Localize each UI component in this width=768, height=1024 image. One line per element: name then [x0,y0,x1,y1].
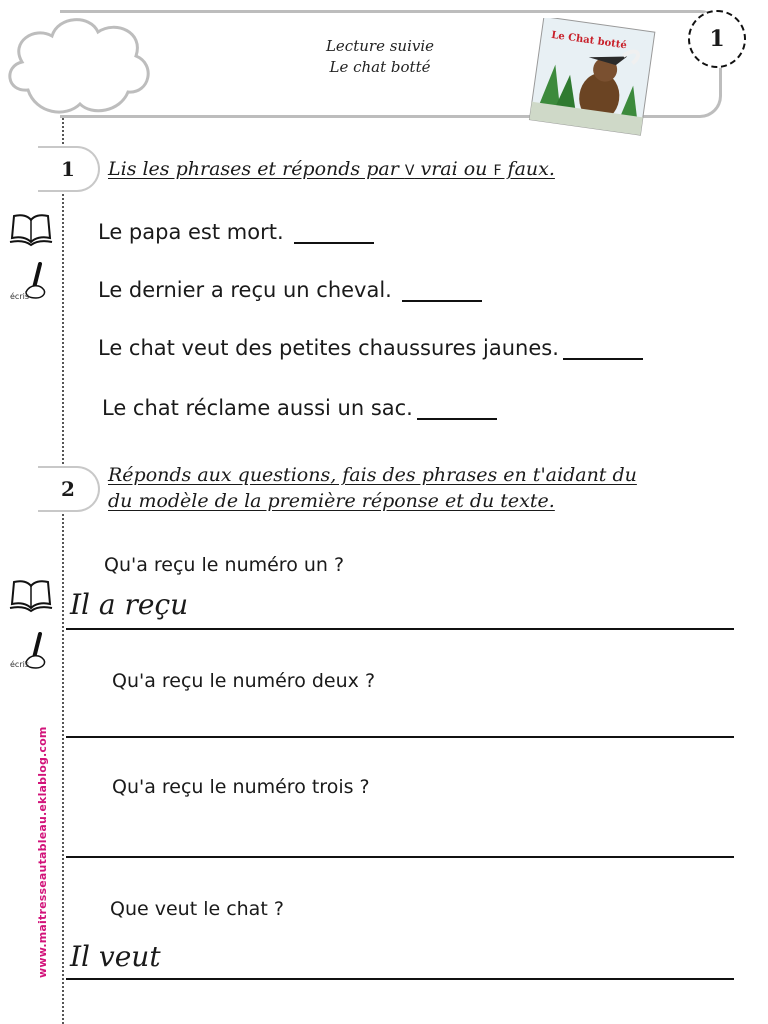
statement-text: Le dernier a reçu un cheval. [98,278,392,302]
statement-text: Le chat réclame aussi un sac. [102,396,413,420]
open-book-icon [8,574,54,614]
answer-blank[interactable] [417,398,497,420]
exercise-number-badge: 2 [38,466,100,512]
worksheet-title [250,36,510,78]
statement-row [98,278,482,302]
instruction-suffix: faux. [501,158,555,180]
answer-line[interactable] [66,736,734,738]
book-cover-title: Le Chat botté [550,29,628,52]
page-number-badge: 1 [688,10,746,68]
instruction-line-2: du modèle de la première réponse et du texte. [108,490,555,512]
instruction-line-1: Réponds aux questions, fais des phrases en t'aidant du [108,464,637,486]
statement-row [98,220,374,244]
instruction-mid: vrai ou [414,158,494,180]
answer-line[interactable] [66,856,734,858]
title-line-1: Lecture suivie [325,37,435,55]
answer-starter: Il veut [70,940,161,973]
exercise-2-instruction [108,462,637,514]
statement-row [98,336,643,360]
statement-row [102,396,497,420]
answer-blank[interactable] [402,280,482,302]
instruction-prefix: Lis les phrases et réponds par [108,158,405,180]
false-letter: F [493,163,502,179]
true-letter: V [404,163,415,179]
cloud-shape [0,2,160,126]
question-text: Qu'a reçu le numéro deux ? [112,670,376,692]
exercise-number-badge: 1 [38,146,100,192]
site-url: www.maitresseautableau.eklablog.com [36,726,49,978]
margin-dotted-line [62,118,64,1024]
book-cover-image [528,18,658,136]
write-label: écris [10,292,29,301]
answer-blank[interactable] [294,222,374,244]
question-text: Que veut le chat ? [110,898,284,920]
question-text: Qu'a reçu le numéro trois ? [112,776,370,798]
statement-text: Le papa est mort. [98,220,284,244]
open-book-icon [8,208,54,248]
exercise-1-instruction [108,156,555,184]
answer-line[interactable] [66,978,734,980]
answer-starter: Il a reçu [70,588,189,621]
question-text: Qu'a reçu le numéro un ? [104,554,345,576]
title-line-2: Le chat botté [329,58,431,76]
write-label: écris [10,660,29,669]
answer-blank[interactable] [563,338,643,360]
statement-text: Le chat veut des petites chaussures jaunes. [98,336,559,360]
answer-line[interactable] [66,628,734,630]
